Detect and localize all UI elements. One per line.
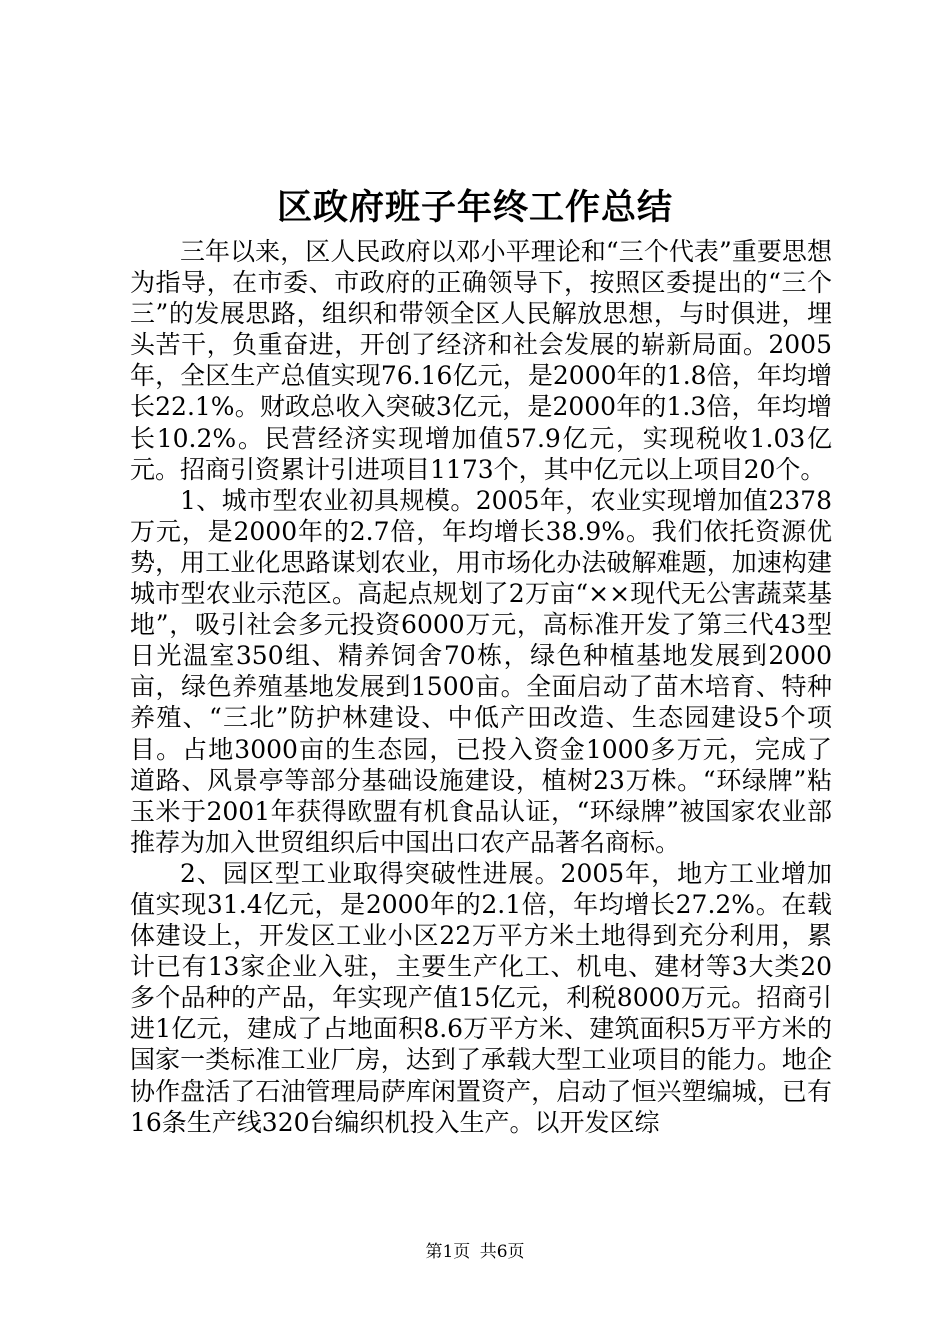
paragraph-agriculture: 1、城市型农业初具规模。2005年，农业实现增加值2378万元，是2000年的2.7倍，年均增长38.9%。我们依托资源优势，用工业化思路谋划农业，用市场化办法破解难题，加速构建城市型农业示范区。高起点规划了2万亩“××现代无公害蔬菜基地”，吸引社会多元投资6000万元，高标准开发了第三代43型日光温室350组、精养饲舍70栋，绿色种植基地发展到2000亩，绿色养殖基地发展到1500亩。全面启动了苗木培育、特种养殖、“三北”防护林建设、中低产田改造、生态园建设5个项目。占地3000亩的生态园，已投入资金1000多万元，完成了道路、风景亭等部分基础设施建设，植树23万株。“环绿牌”粘玉米于2001年获得欧盟有机食品认证，“环绿牌”被国家农业部推荐为加入世贸组织后中国出口农产品著名商标。	[130, 485, 832, 857]
page-number: 第1页	[425, 1242, 471, 1262]
document-title: 区政府班子年终工作总结	[276, 187, 673, 228]
paragraph-industry: 2、园区型工业取得突破性进展。2005年，地方工业增加值实现31.4亿元，是2000年的2.1倍，年均增长27.2%。在载体建设上，开发区工业小区22万平方米土地得到充分利用，累计已有13家企业入驻，主要生产化工、机电、建材等3大类20多个品种的产品，年实现产值15亿元，利税8000万元。招商引进1亿元，建成了占地面积8.6万平方米、建筑面积5万平方米的国家一类标准工业厂房，达到了承载大型工业项目的能力。地企协作盘活了石油管理局萨库闲置资产，启动了恒兴塑编城，已有16条生产线320台编织机投入生产。以开发区综	[130, 858, 832, 1137]
page-total: 共6页	[479, 1242, 525, 1262]
page-footer	[0, 1240, 950, 1264]
paragraph-intro: 三年以来，区人民政府以邓小平理论和“三个代表”重要思想为指导，在市委、市政府的正确领导下，按照区委提出的“三个三”的发展思路，组织和带领全区人民解放思想，与时俱进，埋头苦干，负重奋进，开创了经济和社会发展的崭新局面。2005年，全区生产总值实现76.16亿元，是2000年的1.8倍，年均增长22.1%。财政总收入突破3亿元，是2000年的1.3倍，年均增长10.2%。民营经济实现增加值57.9亿元，实现税收1.03亿元。招商引资累计引进项目1173个，其中亿元以上项目20个。	[130, 237, 832, 484]
document-body	[130, 236, 832, 1138]
